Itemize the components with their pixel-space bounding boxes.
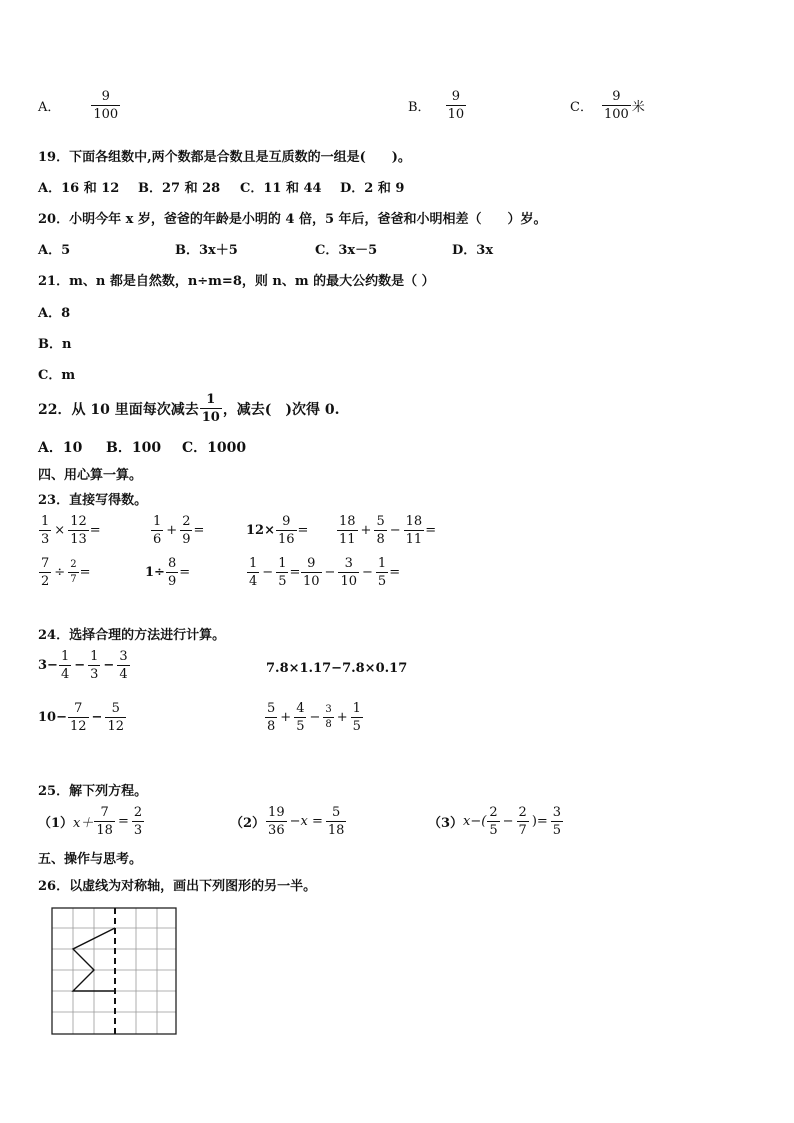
fraction: $\frac{1}{6}$ <box>153 514 162 547</box>
q25-equation-3: （3） x−( $\frac{2}{5}$ − $\frac{2}{7}$ )= $\frac{3}{5}$ <box>428 805 562 838</box>
q22-stem: 22．从 10 里面每次减去 $\frac{1}{10}$ ，减去( )次得 0. <box>38 392 340 425</box>
q23-expr-1: $\frac{1}{3}$ × $\frac{12}{13}$ = <box>41 514 101 547</box>
q23-stem: 23．直接写得数。 <box>38 493 148 508</box>
q22-option-a: A．10 <box>38 440 83 456</box>
q19-option-d: D．2 和 9 <box>340 181 405 196</box>
fraction: $\frac{12}{13}$ <box>70 514 87 547</box>
q23-expr-4: $\frac{18}{11}$ + $\frac{5}{8}$ − $\frac{18}{11}$ = <box>339 514 437 547</box>
q19-option-c: C．11 和 44 <box>240 181 322 196</box>
q20-option-c: C．3x－5 <box>315 243 378 258</box>
fraction: $\frac{3}{4}$ <box>119 649 128 682</box>
q21-option-b: B．n <box>38 337 72 352</box>
fraction: $\frac{5}{18}$ <box>327 805 345 838</box>
fraction: $\frac{2}{5}$ <box>489 805 498 838</box>
q24-expr-3: 10− $\frac{7}{12}$ − $\frac{5}{12}$ <box>38 701 124 734</box>
fraction: $\frac{3}{8}$ <box>325 704 332 730</box>
fraction: $\frac{19}{36}$ <box>268 805 285 838</box>
q25-stem: 25．解下列方程。 <box>38 784 148 799</box>
q24-expr-1: 3− $\frac{1}{4}$ − $\frac{1}{3}$ − $\frac{3}{4}$ <box>38 649 128 682</box>
q23-expr-6: 1÷ $\frac{8}{9}$ = <box>145 556 191 589</box>
q24-stem: 24．选择合理的方法进行计算。 <box>38 628 226 643</box>
fraction: $\frac{9}{10}$ <box>447 89 465 122</box>
fraction: $\frac{5}{8}$ <box>267 701 276 734</box>
fraction: $\frac{7}{2}$ <box>41 556 50 589</box>
fraction: $\frac{2}{7}$ <box>518 805 527 838</box>
q18-option-c: C． $\frac{9}{100}$ 米 <box>570 89 645 122</box>
q20-option-b: B．3x＋5 <box>175 243 238 258</box>
q24-expr-2: 7.8×1.17−7.8×0.17 <box>266 661 408 676</box>
fraction: $\frac{9}{10}$ <box>303 556 320 589</box>
fraction: $\frac{9}{16}$ <box>277 514 295 547</box>
q19-option-b: B．27 和 28 <box>138 181 221 196</box>
q26-stem: 26．以虚线为对称轴，画出下列图形的另一半。 <box>38 879 317 894</box>
fraction: $\frac{18}{11}$ <box>405 514 423 547</box>
q19-option-a: A．16 和 12 <box>38 181 120 196</box>
q21-stem: 21．m、n 都是自然数，n÷m=8，则 n、m 的最大公约数是（ ） <box>38 274 435 289</box>
q18-option-b: B． $\frac{9}{10}$ <box>408 89 465 122</box>
fraction: $\frac{9}{100}$ <box>93 89 119 122</box>
fraction: $\frac{1}{4}$ <box>249 556 258 589</box>
q20-stem: 20．小明今年 x 岁，爸爸的年龄是小明的 4 倍，5 年后，爸爸和小明相差（ ）岁。 <box>38 212 547 227</box>
fraction: $\frac{2}{9}$ <box>182 514 191 547</box>
fraction: $\frac{8}{9}$ <box>167 556 177 589</box>
fraction: $\frac{2}{3}$ <box>133 805 143 838</box>
fraction: $\frac{3}{5}$ <box>552 805 562 838</box>
section-4-heading: 四、用心算一算。 <box>38 468 143 483</box>
section-5-heading: 五、操作与思考。 <box>38 852 143 867</box>
q22-option-c: C．1000 <box>182 440 247 456</box>
fraction: $\frac{3}{10}$ <box>340 556 357 589</box>
q23-expr-5: $\frac{7}{2}$ ÷ $\frac{2}{7}$ = <box>41 556 91 589</box>
fraction: $\frac{18}{11}$ <box>339 514 356 547</box>
fraction: $\frac{1}{3}$ <box>41 514 50 547</box>
fraction: $\frac{7}{12}$ <box>69 701 87 734</box>
fraction: $\frac{1}{3}$ <box>90 649 99 682</box>
symmetry-grid-figure <box>50 906 180 1038</box>
q23-expr-8: $\frac{9}{10}$ − $\frac{3}{10}$ − $\frac{1}{5}$ = <box>303 556 401 589</box>
fraction: $\frac{7}{18}$ <box>96 805 113 838</box>
q25-equation-1: （1） x＋ $\frac{7}{18}$ = $\frac{2}{3}$ <box>38 805 143 838</box>
fraction: $\frac{1}{5}$ <box>278 556 287 589</box>
fraction: $\frac{1}{5}$ <box>352 701 361 734</box>
fraction: $\frac{1}{10}$ <box>201 392 220 425</box>
fraction: $\frac{1}{4}$ <box>60 649 70 682</box>
q23-expr-3: 12× $\frac{9}{16}$ = <box>246 514 309 547</box>
q22-option-b: B．100 <box>106 440 162 456</box>
q25-equation-2: （2） $\frac{19}{36}$ −x = $\frac{5}{18}$ <box>230 805 345 838</box>
q19-stem: 19．下面各组数中,两个数都是合数且是互质数的一组是( )。 <box>38 150 411 165</box>
fraction: $\frac{5}{12}$ <box>107 701 124 734</box>
q21-option-c: C．m <box>38 368 76 383</box>
fraction: $\frac{4}{5}$ <box>296 701 305 734</box>
q20-option-a: A．5 <box>38 243 71 258</box>
q23-expr-2: $\frac{1}{6}$ + $\frac{2}{9}$ = <box>153 514 205 547</box>
q23-expr-7: $\frac{1}{4}$ − $\frac{1}{5}$ = <box>249 556 301 589</box>
fraction: $\frac{9}{100}$ <box>603 89 629 122</box>
q21-option-a: A．8 <box>38 306 71 321</box>
q18-option-a: A． $\frac{9}{100}$ <box>38 89 119 122</box>
fraction: $\frac{5}{8}$ <box>376 514 385 547</box>
fraction: $\frac{1}{5}$ <box>377 556 387 589</box>
fraction: $\frac{2}{7}$ <box>70 559 77 585</box>
q20-option-d: D．3x <box>452 243 494 258</box>
q24-expr-4: $\frac{5}{8}$ + $\frac{4}{5}$ − $\frac{3}{8}$ + $\frac{1}{5}$ <box>267 701 361 734</box>
